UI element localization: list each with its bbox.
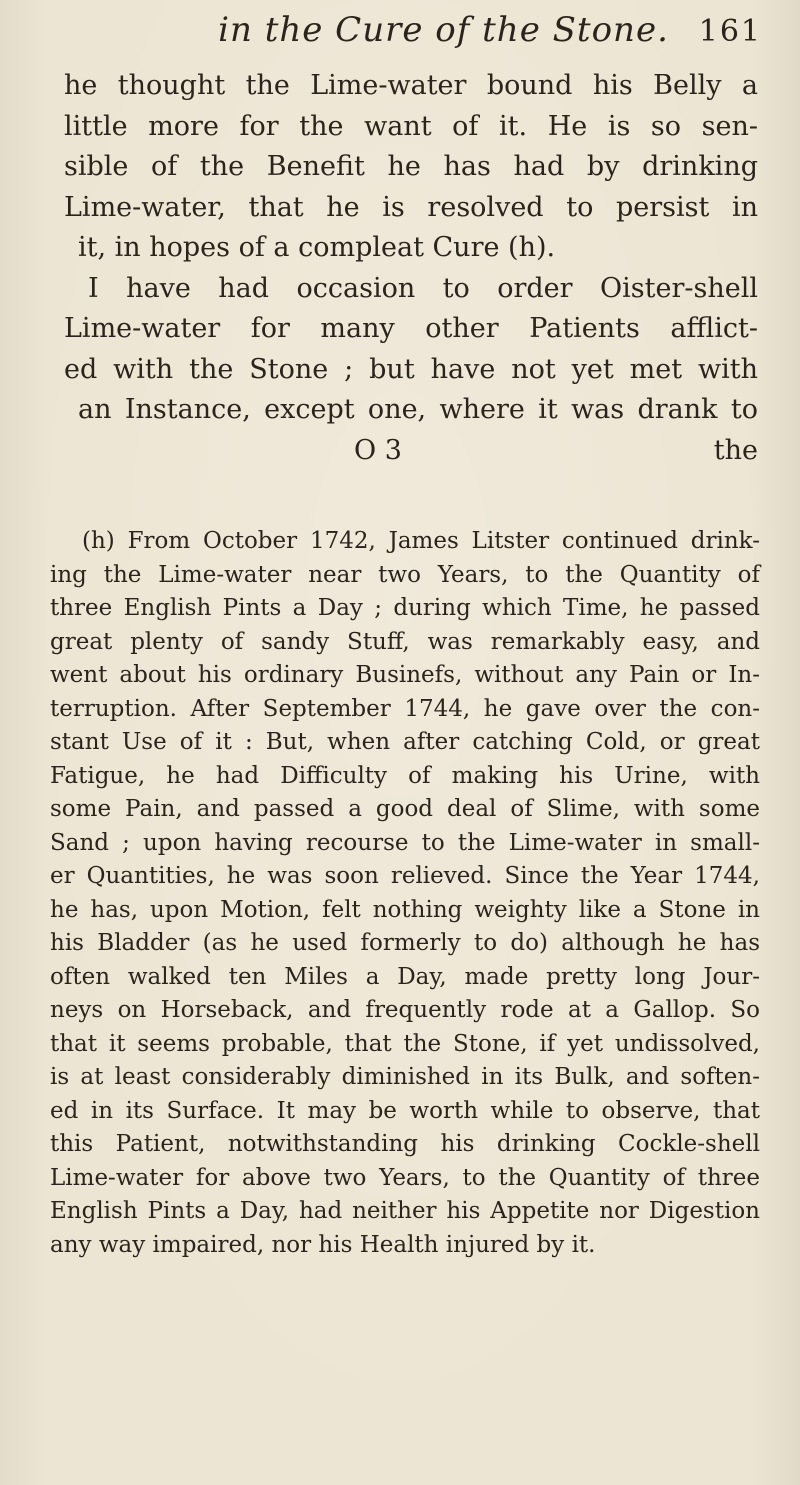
footnote-line: neys on Horseback, and frequently rode at a Gallop. So: [50, 997, 760, 1023]
footnote-line: ed in its Surface. It may be worth while to observe, that: [50, 1097, 760, 1124]
text-line: he thought the Lime-water bound his Belly a: [64, 70, 758, 101]
text-line: little more for the want of it. He is so sen-: [64, 110, 758, 142]
footnote-line: (h) From October 1742, James Litster continued drink-: [82, 528, 760, 554]
footnote-line: is at least considerably diminished in its Bulk, and soften-: [50, 1064, 760, 1090]
footnote-line: great plenty of sandy Stuff, was remarkably easy, and: [50, 628, 760, 655]
running-title: in the Cure of the Stone.: [218, 10, 669, 50]
footnote-line: three English Pints a Day ; during which Time, he passed: [50, 595, 760, 621]
text-line: I have had occasion to order Oister-shell: [88, 272, 758, 304]
footnote-line: Sand ; upon having recourse to the Lime-water in small-: [50, 829, 760, 856]
footnote-line: English Pints a Day, had neither his Appetite nor Digestion: [50, 1198, 760, 1224]
footnote-line: he has, upon Motion, felt nothing weighty like a Stone in: [50, 896, 760, 923]
text-line: an Instance, except one, where it was drank to: [78, 394, 758, 425]
footnote-line: that it seems probable, that the Stone, if yet undissolved,: [50, 1030, 760, 1057]
main-text: [64, 66, 758, 471]
text-line: sible of the Benefit he has had by drinking: [64, 151, 758, 182]
footnote-line: went about his ordinary Businefs, without any Pain or In-: [50, 662, 760, 688]
footnote-line: terruption. After September 1744, he gave over the con-: [50, 695, 760, 722]
running-head: [125, 8, 762, 60]
footnote-line: this Patient, notwithstanding his drinking Cockle-shell: [50, 1131, 760, 1157]
footnote-line: er Quantities, he was soon relieved. Since the Year 1744,: [50, 863, 760, 889]
footnote-line: Fatigue, he had Difficulty of making his Urine, with: [50, 762, 760, 789]
footnote-line: his Bladder (as he used formerly to do) although he has: [50, 930, 760, 956]
page-number: 161: [698, 14, 762, 49]
text-line: Lime-water, that he is resolved to persist in: [64, 191, 758, 223]
text-line: it, in hopes of a compleat Cure (h).: [78, 232, 556, 263]
footnote-line: ing the Lime-water near two Years, to the Quantity of: [50, 561, 760, 588]
footnote: [50, 525, 760, 1262]
text-line: Lime-water for many other Patients afflict-: [64, 313, 758, 344]
footnote-line: Lime-water for above two Years, to the Quantity of three: [50, 1164, 760, 1191]
signature-mark: O 3: [354, 434, 402, 466]
footnote-line: some Pain, and passed a good deal of Slime, with some: [50, 796, 760, 822]
text-line: ed with the Stone ; but have not yet met with: [64, 353, 758, 385]
catchword: the: [713, 434, 758, 466]
footnote-line: stant Use of it : But, when after catching Cold, or great: [50, 729, 760, 755]
footnote-line: any way impaired, nor his Health injured by it.: [50, 1231, 596, 1258]
catch-line: [64, 431, 758, 472]
footnote-line: often walked ten Miles a Day, made pretty long Jour-: [50, 963, 760, 990]
